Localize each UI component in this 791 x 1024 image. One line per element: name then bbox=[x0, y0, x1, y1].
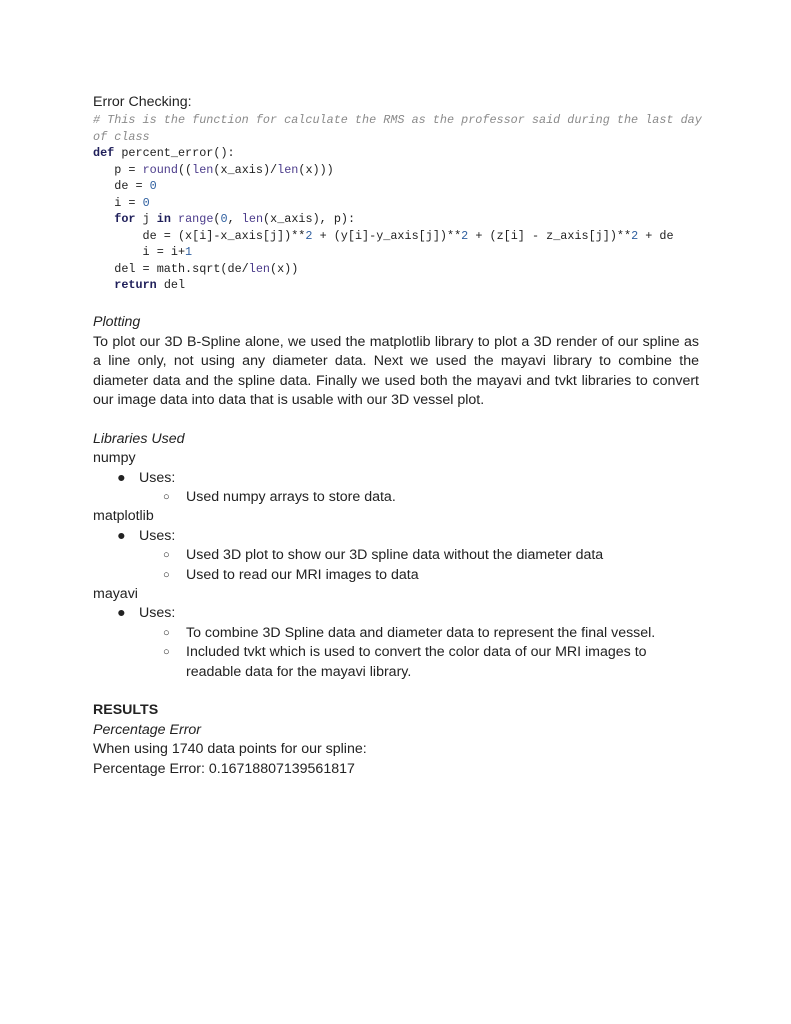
circle-bullet-icon: ○ bbox=[163, 646, 170, 659]
code-line-def: def percent_error(): bbox=[93, 146, 235, 161]
code-comment-line-1: # This is the function for calculate the RMS as the professor said during the last day bbox=[93, 113, 702, 128]
percentage-error-heading: Percentage Error bbox=[93, 721, 202, 738]
circle-bullet-icon: ○ bbox=[163, 626, 170, 639]
results-line-2: Percentage Error: 0.16718807139561817 bbox=[93, 760, 355, 777]
plotting-heading: Plotting bbox=[93, 314, 141, 331]
bullet-icon: ● bbox=[117, 605, 126, 622]
bullet-icon: ● bbox=[117, 469, 126, 486]
list-item: ○ Used to read our MRI images to data bbox=[93, 566, 699, 585]
code-line-del: del = math.sqrt(de/len(x)) bbox=[93, 261, 299, 276]
library-mayavi: mayavi bbox=[93, 585, 138, 602]
spacer bbox=[93, 410, 699, 429]
library-numpy: numpy bbox=[93, 450, 136, 467]
code-line-for: for j in range(0, len(x_axis), p): bbox=[114, 212, 356, 227]
list-item: ○ Used numpy arrays to store data. bbox=[93, 488, 699, 507]
code-line-de-update: de = (x[i]-x_axis[j])**2 + (y[i]-y_axis[j])**2 + (z[i] - z_axis[j])**2 + de bbox=[93, 228, 674, 243]
spacer bbox=[93, 294, 699, 313]
code-line-return: return del bbox=[114, 278, 186, 293]
list-item: ● Uses: bbox=[93, 469, 699, 488]
list-item: ○ Included tvkt which is used to convert the color data of our MRI images to bbox=[93, 643, 699, 662]
code-line-i: i = 0 bbox=[93, 195, 150, 210]
results-heading: RESULTS bbox=[93, 702, 159, 719]
error-checking-heading: Error Checking: bbox=[93, 94, 192, 110]
list-item-continuation: readable data for the mayavi library. bbox=[186, 663, 412, 680]
results-line-1: When using 1740 data points for our spline: bbox=[93, 741, 367, 758]
spacer bbox=[93, 682, 699, 701]
circle-bullet-icon: ○ bbox=[163, 490, 170, 503]
code-block bbox=[93, 112, 702, 294]
list-item: ● Uses: bbox=[93, 527, 699, 546]
list-item: ● Uses: bbox=[93, 604, 699, 623]
libraries-heading: Libraries Used bbox=[93, 430, 185, 447]
code-line-p: p = round((len(x_axis)/len(x))) bbox=[93, 162, 334, 177]
circle-bullet-icon: ○ bbox=[163, 549, 170, 562]
list-item: ○ Used 3D plot to show our 3D spline data without the diameter data bbox=[93, 546, 699, 565]
bullet-icon: ● bbox=[117, 527, 126, 544]
library-matplotlib: matplotlib bbox=[93, 508, 154, 525]
list-item: ○ To combine 3D Spline data and diameter data to represent the final vessel. bbox=[93, 624, 699, 643]
code-line-de: de = 0 bbox=[93, 179, 157, 194]
plotting-paragraph: To plot our 3D B-Spline alone, we used the matplotlib library to plot a 3D render of our spline as a line only, not using any diameter data. Next we used the mayavi library to combine the diameter data and the spline data. Finally we used both the mayavi and tvkt libraries to convert our image data into data that is usable with our 3D vessel plot. bbox=[93, 333, 699, 408]
circle-bullet-icon: ○ bbox=[163, 568, 170, 581]
code-line-i-increment: i = i+1 bbox=[93, 245, 193, 260]
document-content bbox=[93, 93, 702, 779]
code-comment-line-2: of class bbox=[93, 129, 150, 144]
